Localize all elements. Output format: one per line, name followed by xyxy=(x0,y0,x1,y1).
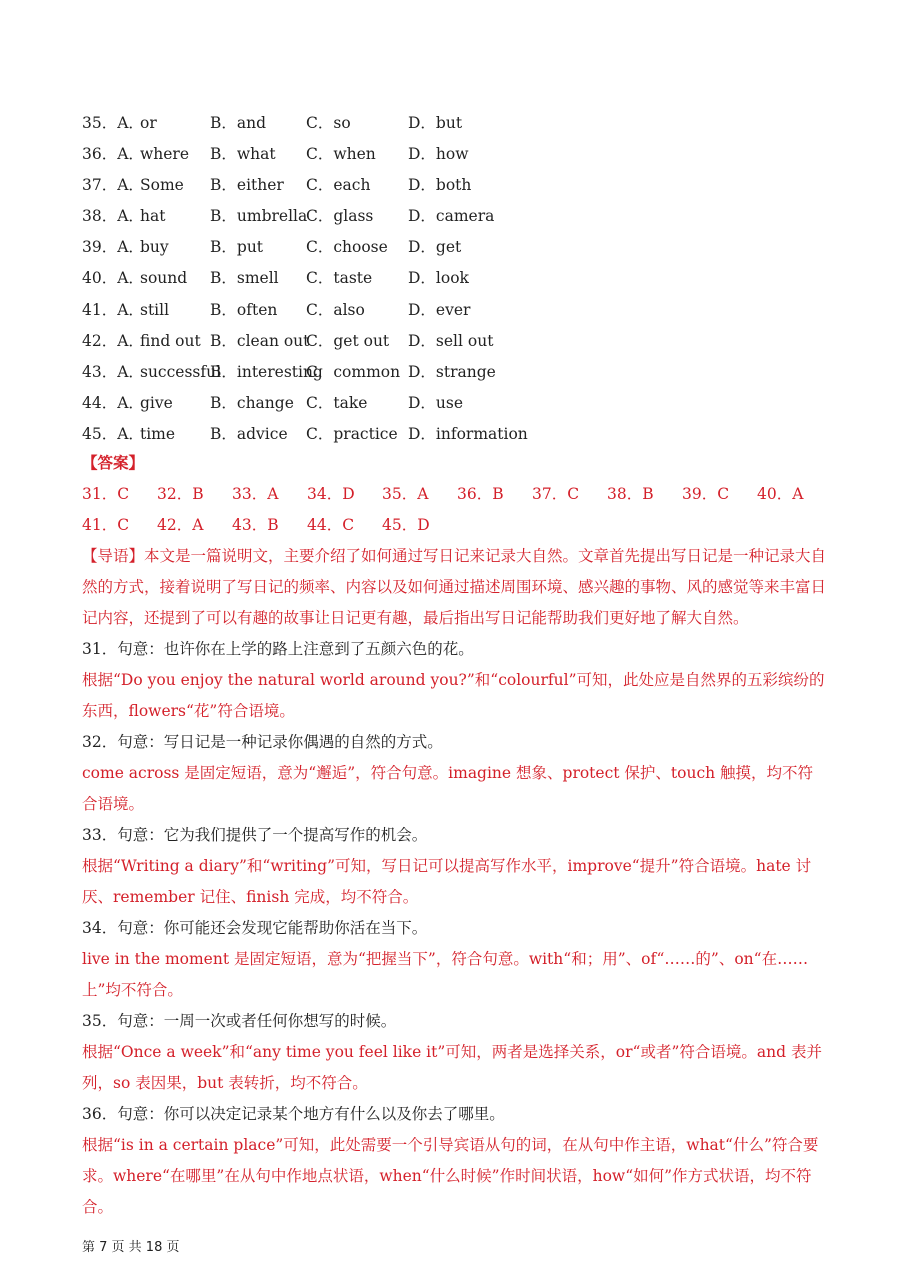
option-c: C．each xyxy=(306,176,371,195)
question-number: 41．A． xyxy=(82,300,144,319)
option-d: D．look xyxy=(408,269,469,288)
option-c: C．choose xyxy=(306,238,388,257)
answer-item: 41．C xyxy=(82,516,130,534)
option-c: C．practice xyxy=(306,424,398,443)
item-meaning: 33．句意：它为我们提供了一个提高写作的机会。 xyxy=(82,826,428,844)
answer-item: 37．C xyxy=(532,485,580,503)
option-a: successful xyxy=(140,362,222,381)
option-a: sound xyxy=(140,269,188,288)
answer-item: 33．A xyxy=(232,485,279,503)
option-b: B．what xyxy=(210,145,276,164)
answer-item: 43．B xyxy=(232,516,279,534)
item-analysis: 根据“is in a certain place”可知，此处需要一个引导宾语从句的词，在从句中作主语，what“什么”符合要求。where“在哪里”在从句中作地点状语，when“什么时候”作时间状语，how“如何”作方式状语，均不符合。 xyxy=(82,1136,819,1216)
option-b: B．often xyxy=(210,300,278,319)
question-number: 43．A． xyxy=(82,362,144,381)
item-meaning: 32．句意：写日记是一种记录你偶遇的自然的方式。 xyxy=(82,733,443,751)
question-number: 35．A． xyxy=(82,114,144,132)
item-analysis: 根据“Do you enjoy the natural world around you?”和“colourful”可知，此处应是自然界的五彩缤纷的东西，flowers“花”符合语境。 xyxy=(82,671,825,720)
option-a: Some xyxy=(140,176,184,195)
option-a: still xyxy=(140,300,170,319)
option-c: C．taste xyxy=(306,269,373,288)
option-d: D．sell out xyxy=(408,331,494,350)
option-b: B．umbrella xyxy=(210,207,308,226)
option-b: B．put xyxy=(210,238,264,257)
option-c: C．so xyxy=(306,114,351,132)
question-number: 39．A． xyxy=(82,238,144,257)
answer-item: 40．A xyxy=(757,485,804,503)
answer-row-1 xyxy=(82,479,832,509)
option-d: D．but xyxy=(408,114,463,132)
answer-item: 35．A xyxy=(382,485,429,503)
answer-item: 32．B xyxy=(157,485,204,503)
option-d: D．both xyxy=(408,176,472,195)
option-d: D．strange xyxy=(408,362,496,381)
option-c: C．common xyxy=(306,362,401,381)
answer-item: 31．C xyxy=(82,485,130,503)
option-d: D．information xyxy=(408,424,528,443)
option-c: C．also xyxy=(306,300,365,319)
question-number: 44．A． xyxy=(82,393,144,412)
option-b: B．interesting xyxy=(210,362,323,381)
option-b: B．smell xyxy=(210,269,279,288)
item-meaning: 31．句意：也许你在上学的路上注意到了五颜六色的花。 xyxy=(82,640,474,658)
option-c: C．take xyxy=(306,393,368,412)
option-b: B．change xyxy=(210,393,294,412)
option-a: give xyxy=(140,393,173,412)
question-number: 38．A． xyxy=(82,207,144,226)
answer-item: 36．B xyxy=(457,485,504,503)
item-analysis: 根据“Once a week”和“any time you feel like it”可知，两者是选择关系，or“或者”符合语境。and 表并列，so 表因果，but 表转折，均不符合。 xyxy=(82,1043,822,1092)
question-number: 36．A． xyxy=(82,145,144,164)
option-d: D．use xyxy=(408,393,464,412)
answer-item: 42．A xyxy=(157,516,204,534)
option-c: C．when xyxy=(306,145,376,164)
answer-item: 44．C xyxy=(307,516,355,534)
page-footer: 第 7 页 共 18 页 xyxy=(82,1240,180,1255)
option-b: B．and xyxy=(210,114,267,132)
option-a: where xyxy=(140,145,190,164)
answer-item: 45．D xyxy=(382,516,430,534)
question-number: 40．A． xyxy=(82,269,144,288)
item-meaning: 36．句意：你可以决定记录某个地方有什么以及你去了哪里。 xyxy=(82,1105,505,1123)
question-number: 42．A． xyxy=(82,331,144,350)
option-a: time xyxy=(140,424,176,443)
item-meaning: 35．句意：一周一次或者任何你想写的时候。 xyxy=(82,1012,397,1030)
option-c: C．get out xyxy=(306,331,390,350)
option-c: C．glass xyxy=(306,207,374,226)
option-b: B．either xyxy=(210,176,284,195)
option-b: B．advice xyxy=(210,424,288,443)
option-d: D．get xyxy=(408,238,462,257)
answer-item: 34．D xyxy=(307,485,355,503)
explanation xyxy=(82,541,827,1223)
answer-heading: 【答案】 xyxy=(82,454,145,472)
answer-item: 38．B xyxy=(607,485,654,503)
option-a: find out xyxy=(140,331,201,350)
option-d: D．how xyxy=(408,145,469,164)
option-d: D．camera xyxy=(408,207,495,226)
answer-item: 39．C xyxy=(682,485,730,503)
question-number: 45．A． xyxy=(82,424,144,443)
item-analysis: come across 是固定短语，意为“邂逅”，符合句意。imagine 想象、protect 保护、touch 触摸，均不符合语境。 xyxy=(82,764,814,813)
item-analysis: 根据“Writing a diary”和“writing”可知，写日记可以提高写作水平，improve“提升”符合语境。hate 讨厌、remember 记住、finish 完成，均不符合。 xyxy=(82,857,812,906)
option-a: buy xyxy=(140,238,169,257)
option-a: hat xyxy=(140,207,166,226)
question-number: 37．A． xyxy=(82,176,144,195)
item-meaning: 34．句意：你可能还会发现它能帮助你活在当下。 xyxy=(82,919,428,937)
item-analysis: live in the moment 是固定短语，意为“把握当下”，符合句意。with“和；用”、of“……的”、on“在……上”均不符合。 xyxy=(82,950,809,999)
answer-row-2 xyxy=(82,510,457,540)
option-a: or xyxy=(140,114,157,132)
option-d: D．ever xyxy=(408,300,471,319)
intro-paragraph: 【导语】本文是一篇说明文，主要介绍了如何通过写日记来记录大自然。文章首先提出写日记是一种记录大自然的方式，接着说明了写日记的频率、内容以及如何通过描述周围环境、感兴趣的事物、风的感觉等来丰富日记内容，还提到了可以有趣的故事让日记更有趣，最后指出写日记能帮助我们更好地了解大自然。 xyxy=(82,547,827,627)
option-b: B．clean out xyxy=(210,331,310,350)
